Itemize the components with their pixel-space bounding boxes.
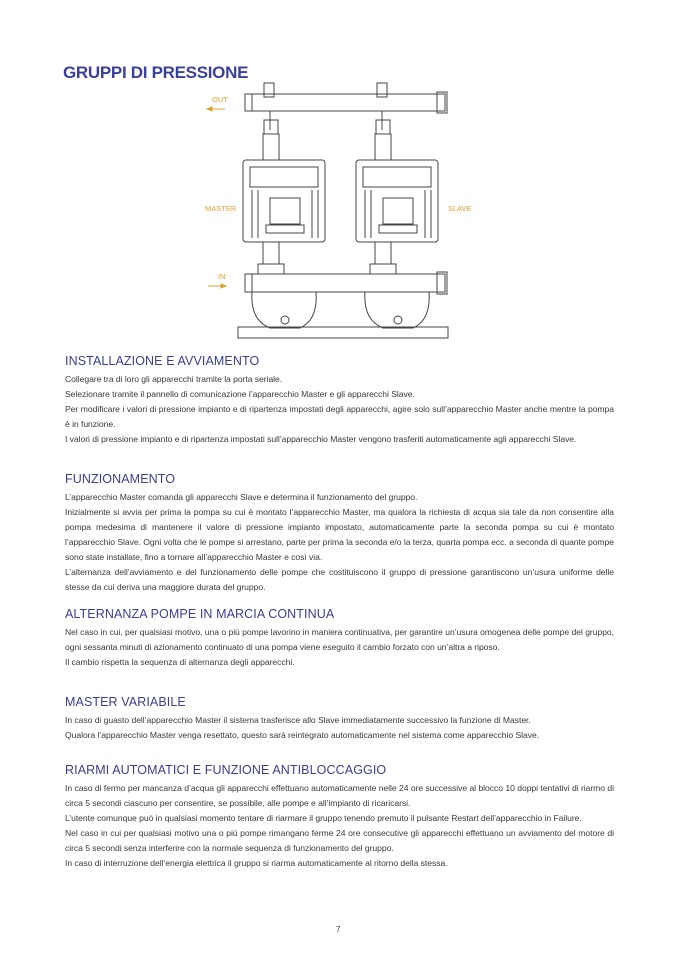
paragraph: I valori di pressione impianto e di ripartenza impostati sull’apparecchio Master vengono trasferiti automaticamente agli apparecchi Slave.: [65, 434, 577, 444]
section-heading: ALTERNANZA POMPE IN MARCIA CONTINUA: [65, 607, 335, 621]
section-riarmi: [65, 763, 614, 871]
section-heading: RIARMI AUTOMATICI E FUNZIONE ANTIBLOCCAGGIO: [65, 763, 387, 777]
master-controller: [243, 160, 325, 242]
pressure-group-diagram: [200, 80, 480, 342]
master-label: MASTER: [205, 204, 237, 213]
inlet-pipe: [245, 274, 445, 292]
section-heading: FUNZIONAMENTO: [65, 472, 176, 486]
page-number: 7: [336, 925, 341, 934]
paragraph: L’alternanza dell’avviamento e del funzionamento delle pompe che costituiscono il gruppo di pressione garantiscono un’usura uniforme delle stesse da cui deriva una maggiore durata del gruppo.: [65, 567, 614, 592]
paragraph: Selezionare tramite il pannello di comunicazione l’apparecchio Master e gli apparecchi Slave.: [65, 389, 415, 399]
out-label: OUT: [212, 95, 228, 104]
section-funzionamento: [65, 472, 614, 595]
page-title: GRUPPI DI PRESSIONE: [63, 63, 249, 82]
paragraph: Per modificare i valori di pressione impianto e di ripartenza impostati degli apparecchi, agire solo sull’apparecchio Master anche mentre la pompa è in funzione.: [65, 404, 614, 429]
paragraph: L’apparecchio Master comanda gli apparecchi Slave e determina il funzionamento del gruppo.: [65, 492, 418, 502]
section-master-variabile: [65, 695, 614, 743]
section-heading: MASTER VARIABILE: [65, 695, 186, 709]
slave-label: SLAVE: [448, 204, 472, 213]
paragraph: Inizialmente si avvia per prima la pompa su cui è montato l’apparecchio Master, ma qualora la richiesta di acqua sia tale da non consentire alla pompa medesima di mantenere il valore di pressione impianto impostato, automaticamente parte la seconda pompa su cui è montato l’apparecchio Slave. Ogni volta che le pompe si arrestano, parte per prima la seconda e/o la terza, quarta pompa ecc. a seconda di quante pompe sono state installate, fino a tornare all’apparecchio Master e così via.: [65, 507, 614, 562]
paragraph: Nel caso in cui, per qualsiasi motivo, una o più pompe lavorino in maniera continuativa, per garantire un’usura omogenea delle pompe del gruppo, ogni sessanta minuti di azionamento continuato di una pompa viene eseguito il cambio forzato con un’altra a riposo.: [65, 627, 614, 652]
section-heading: INSTALLAZIONE E AVVIAMENTO: [65, 354, 260, 368]
paragraph: Il cambio rispetta la sequenza di alternanza degli apparecchi.: [65, 657, 295, 667]
in-label: IN: [218, 272, 226, 281]
outlet-pipe: [245, 94, 445, 111]
paragraph: In caso di fermo per mancanza d’acqua gli apparecchi effettuano automaticamente nelle 24 ore successive al blocco 10 doppi tentativi di riarmo di circa 5 secondi ciascuno per consentire, se possibile, alle pompe e all’impianto di ricaricarsi.: [65, 783, 614, 808]
paragraph: In caso di interruzione dell’energia elettrica il gruppo si riarma automaticamente al ritorno della stessa.: [65, 858, 448, 868]
section-alternanza: [65, 607, 614, 670]
paragraph: Nel caso in cui per qualsiasi motivo una o più pompe rimangano ferme 24 ore consecutive gli apparecchi effettuano un avviamento del motore di circa 5 secondi senza interferire con la normale sequenza di funzionamento del gruppo.: [65, 828, 614, 853]
paragraph: L’utente comunque può in qualsiasi momento tentare di riarmare il gruppo tenendo premuto il pulsante Restart dell’apparecchio in Failure.: [65, 813, 582, 823]
paragraph: In caso di guasto dell’apparecchio Master il sistema trasferisce allo Slave immediatamente successivo la funzione di Master.: [65, 715, 531, 725]
paragraph: Collegare tra di loro gli apparecchi tramite la porta seriale.: [65, 374, 283, 384]
paragraph: Qualora l’apparecchio Master venga resettato, questo sarà reintegrato automaticamente nel sistema come apparecchio Slave.: [65, 730, 540, 740]
section-installazione: [65, 354, 614, 447]
slave-controller: [356, 160, 438, 242]
base-plate: [238, 327, 448, 338]
